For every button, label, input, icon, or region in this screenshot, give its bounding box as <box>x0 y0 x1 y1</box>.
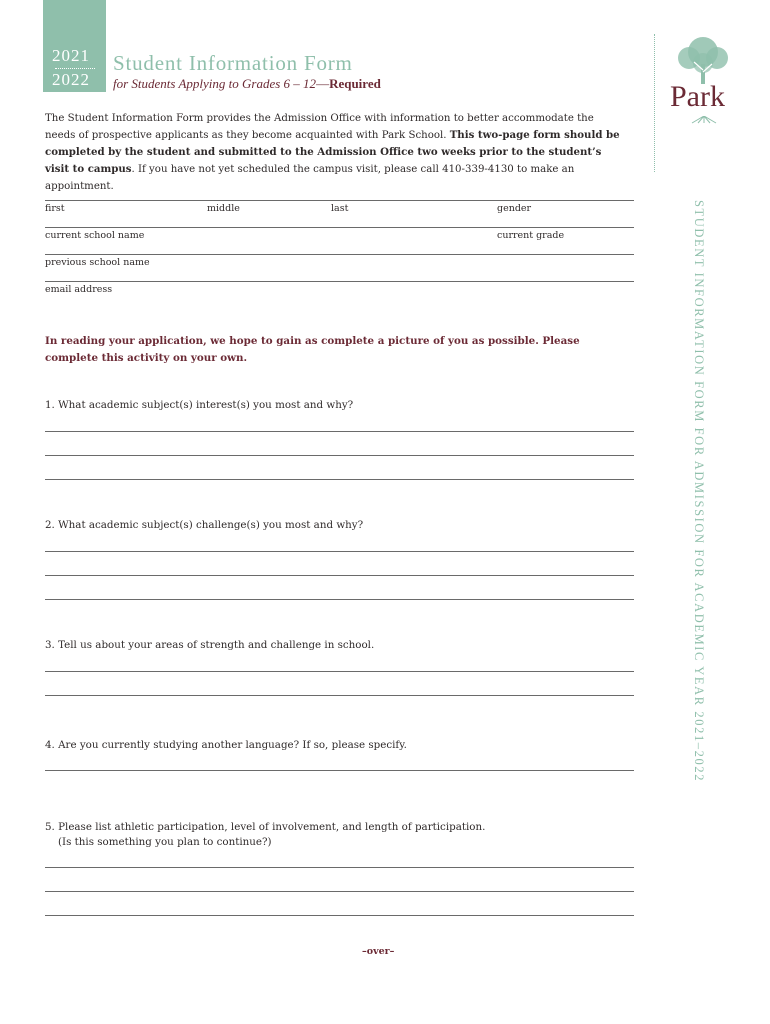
answer-line[interactable] <box>45 867 634 868</box>
logo-text: Park <box>670 80 725 113</box>
answer-line[interactable] <box>45 671 634 672</box>
email-label: email address <box>45 284 113 295</box>
year-end: 2022 <box>52 70 90 89</box>
question-5: 5. Please list athletic participation, level of involvement, and length of participation. <box>45 821 486 833</box>
current-school-label: current school name <box>45 230 145 241</box>
subtitle-grades: for Students Applying to Grades 6 – 12 <box>113 76 317 91</box>
previous-school-field-row[interactable] <box>45 254 634 281</box>
side-banner-text: STUDENT INFORMATION FORM FOR ADMISSION FOR ACADEMIC YEAR 2021–2022 <box>692 200 706 783</box>
answer-line[interactable] <box>45 891 634 892</box>
question-2: 2. What academic subject(s) challenge(s) you most and why? <box>45 519 364 531</box>
question-5-followup: (Is this something you plan to continue?) <box>58 836 272 848</box>
answer-line[interactable] <box>45 695 634 696</box>
answer-line[interactable] <box>45 915 634 916</box>
page-over-note: –over– <box>362 946 395 957</box>
question-3: 3. Tell us about your areas of strength and challenge in school. <box>45 639 375 651</box>
current-school-field-row[interactable] <box>45 227 634 254</box>
instructions: In reading your application, we hope to gain as complete a picture of you as possible. Please complete this activity on your own. <box>45 335 580 364</box>
question-1: 1. What academic subject(s) interest(s) you most and why? <box>45 399 354 411</box>
intro-text-1: The Student Information Form provides the Admission Office with information to better accommodate the needs of prospective applicants as they become acquainted with Park School. <box>45 113 594 141</box>
answer-line[interactable] <box>45 770 634 771</box>
answer-line[interactable] <box>45 575 634 576</box>
last-name-label: last <box>331 203 349 214</box>
question-4: 4. Are you currently studying another language? If so, please specify. <box>45 739 407 751</box>
name-field-row[interactable] <box>45 200 634 227</box>
form-title: Student Information Form <box>113 51 353 75</box>
intro-text-2: . If you have not yet scheduled the campus visit, please call 410-339-4130 to make an appointment. <box>45 164 575 192</box>
vertical-divider <box>654 34 655 172</box>
park-logo <box>668 36 738 126</box>
answer-line[interactable] <box>45 479 634 480</box>
current-grade-label: current grade <box>497 230 565 241</box>
answer-line[interactable] <box>45 599 634 600</box>
previous-school-label: previous school name <box>45 257 150 268</box>
year-badge <box>43 0 106 92</box>
answer-line[interactable] <box>45 551 634 552</box>
tree-icon <box>670 36 736 86</box>
subtitle-dash: — <box>316 76 330 91</box>
roots-icon <box>684 116 724 124</box>
first-name-label: first <box>45 203 65 214</box>
year-divider <box>55 68 95 69</box>
year-start: 2021 <box>52 46 90 65</box>
form-subtitle <box>113 76 381 92</box>
intro-bold: This two-page form should be completed by the student and submitted to the Admission Office two weeks prior to the student’s visit to campus <box>45 129 620 175</box>
email-field-row[interactable] <box>45 281 634 308</box>
intro-paragraph <box>45 110 620 195</box>
gender-label: gender <box>497 203 532 214</box>
answer-line[interactable] <box>45 455 634 456</box>
answer-line[interactable] <box>45 431 634 432</box>
middle-name-label: middle <box>207 203 240 214</box>
subtitle-required: Required <box>329 76 381 91</box>
